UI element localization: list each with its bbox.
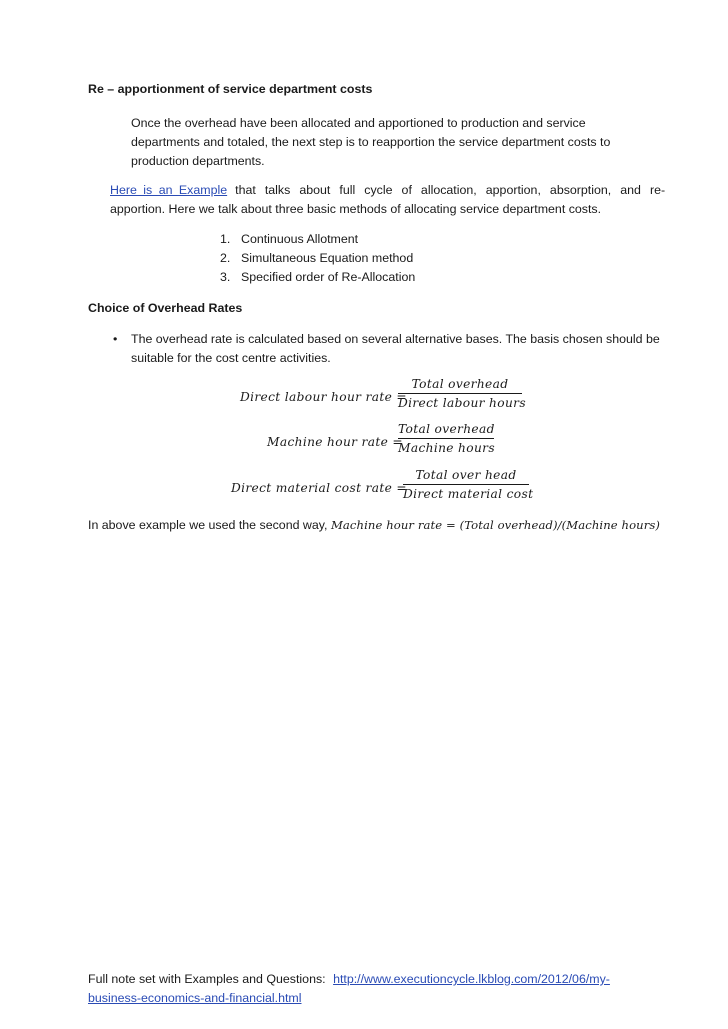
section-heading-reapportionment: Re – apportionment of service department costs	[88, 82, 373, 96]
footer-link[interactable]: business-economics-and-financial.html	[88, 991, 302, 1005]
list-label: Specified order of Re-Allocation	[241, 270, 416, 284]
formula-fraction-direct-material	[403, 468, 534, 501]
footer	[88, 970, 610, 989]
formula-numerator: Total overhead	[398, 422, 495, 436]
formula-lhs-machine-hour: Machine hour rate =	[267, 435, 403, 449]
example-line1-rest: that talks about full cycle of allocation, apportion, absorption, and re-	[235, 183, 666, 197]
formula-numerator: Total over head	[415, 468, 517, 482]
footer-link[interactable]: http://www.executioncycle.lkblog.com/2012/06/my-	[333, 972, 610, 986]
formula-denominator: Direct labour hours	[398, 396, 526, 410]
formula-fraction-machine-hour	[398, 422, 494, 455]
fraction-bar	[398, 393, 522, 394]
list-item	[220, 230, 415, 249]
list-label: Simultaneous Equation method	[241, 251, 414, 265]
list-number: 2.	[220, 251, 231, 265]
list-item	[220, 249, 415, 268]
example-paragraph-line1	[110, 181, 666, 200]
paragraph-line: Once the overhead have been allocated and apportioned to production and service	[131, 116, 586, 130]
paragraph-line: departments and totaled, the next step is to reapportion the service department costs to	[131, 135, 611, 149]
conclusion-text: In above example we used the second way,	[88, 518, 328, 532]
list-number: 1.	[220, 232, 231, 246]
bullet-line: The overhead rate is calculated based on several alternative bases. The basis chosen should be	[131, 332, 660, 346]
formula-lhs-direct-material: Direct material cost rate =	[231, 481, 407, 495]
conclusion-formula: Machine hour rate = (Total overhead)/(Machine hours)	[330, 518, 661, 532]
formula-denominator: Machine hours	[398, 441, 495, 455]
formula-numerator: Total overhead	[411, 377, 509, 391]
list-label: Continuous Allotment	[241, 232, 359, 246]
fraction-bar	[403, 484, 529, 485]
example-link[interactable]: Here is an Example	[110, 183, 228, 197]
footer-label: Full note set with Examples and Questions:	[88, 972, 326, 986]
formula-lhs-direct-labour: Direct labour hour rate =	[240, 390, 407, 404]
example-paragraph-line2: apportion. Here we talk about three basic methods of allocating service department costs.	[110, 202, 602, 216]
list-item	[220, 268, 415, 287]
formula-denominator: Direct material cost	[403, 487, 534, 501]
bullet-icon: •	[113, 332, 118, 346]
formula-fraction-direct-labour	[398, 377, 526, 410]
list-number: 3.	[220, 270, 231, 284]
paragraph-line: production departments.	[131, 154, 265, 168]
methods-list	[220, 230, 415, 287]
bullet-line: suitable for the cost centre activities.	[131, 351, 331, 365]
footer-link-continued	[88, 989, 302, 1008]
section-heading-overhead-rates: Choice of Overhead Rates	[88, 301, 243, 315]
conclusion-line	[88, 516, 660, 535]
fraction-bar	[398, 438, 494, 439]
